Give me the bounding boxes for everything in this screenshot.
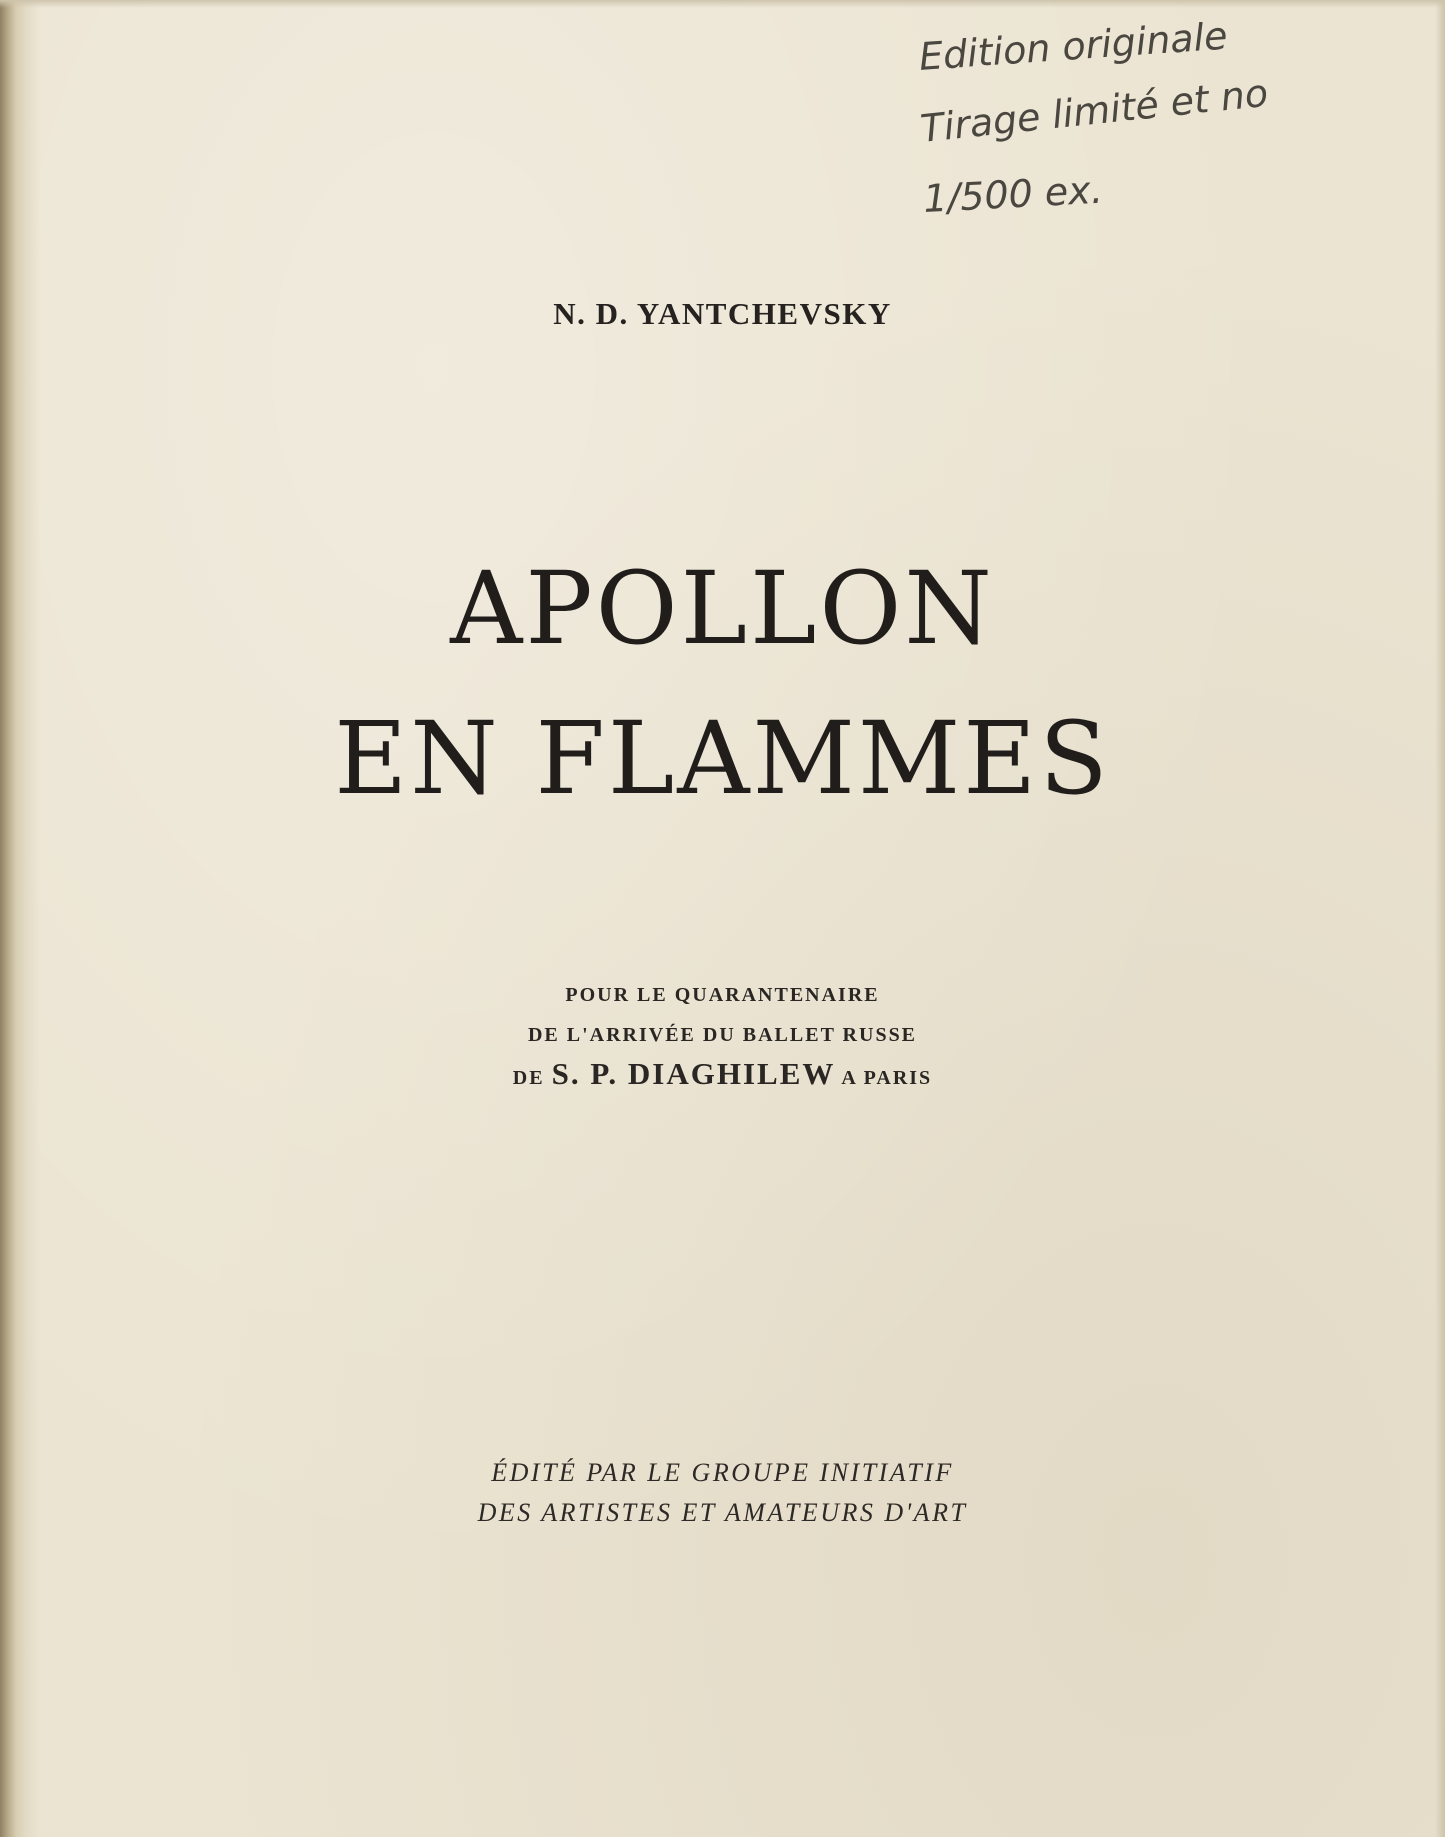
- dedication-line-3-prefix: DE: [512, 1067, 545, 1089]
- handwritten-line-2: Tirage limité et no: [918, 70, 1271, 151]
- publisher-line-2: DES ARTISTES ET AMATEURS D'ART: [477, 1498, 968, 1527]
- dedication-line-3-name: S. P. DIAGHILEW: [551, 1056, 836, 1091]
- paper-right-edge: [1435, 0, 1445, 1837]
- dedication-line-3-suffix: A PARIS: [841, 1067, 933, 1089]
- publisher-line-1: ÉDITÉ PAR LE GROUPE INITIATIF: [491, 1458, 954, 1487]
- handwritten-line-3: 1/500 ex.: [922, 167, 1104, 221]
- title-line-1: APOLLON: [450, 550, 995, 667]
- author-name: N. D. YANTCHEVSKY: [553, 296, 892, 331]
- dedication-line-2: DE L'ARRIVÉE DU BALLET RUSSE: [527, 1024, 918, 1046]
- paper-left-edge: [0, 0, 40, 1837]
- paper-top-edge: [0, 0, 1445, 8]
- dedication-line-3: [0, 1056, 1445, 1092]
- handwritten-note-graphic: [900, 22, 1320, 232]
- handwritten-line-1: Edition originale: [917, 22, 1229, 79]
- dedication-line-1: POUR LE QUARANTENAIRE: [565, 984, 880, 1006]
- handwritten-note: [900, 22, 1320, 232]
- title-line-2: EN FLAMMES: [334, 700, 1111, 817]
